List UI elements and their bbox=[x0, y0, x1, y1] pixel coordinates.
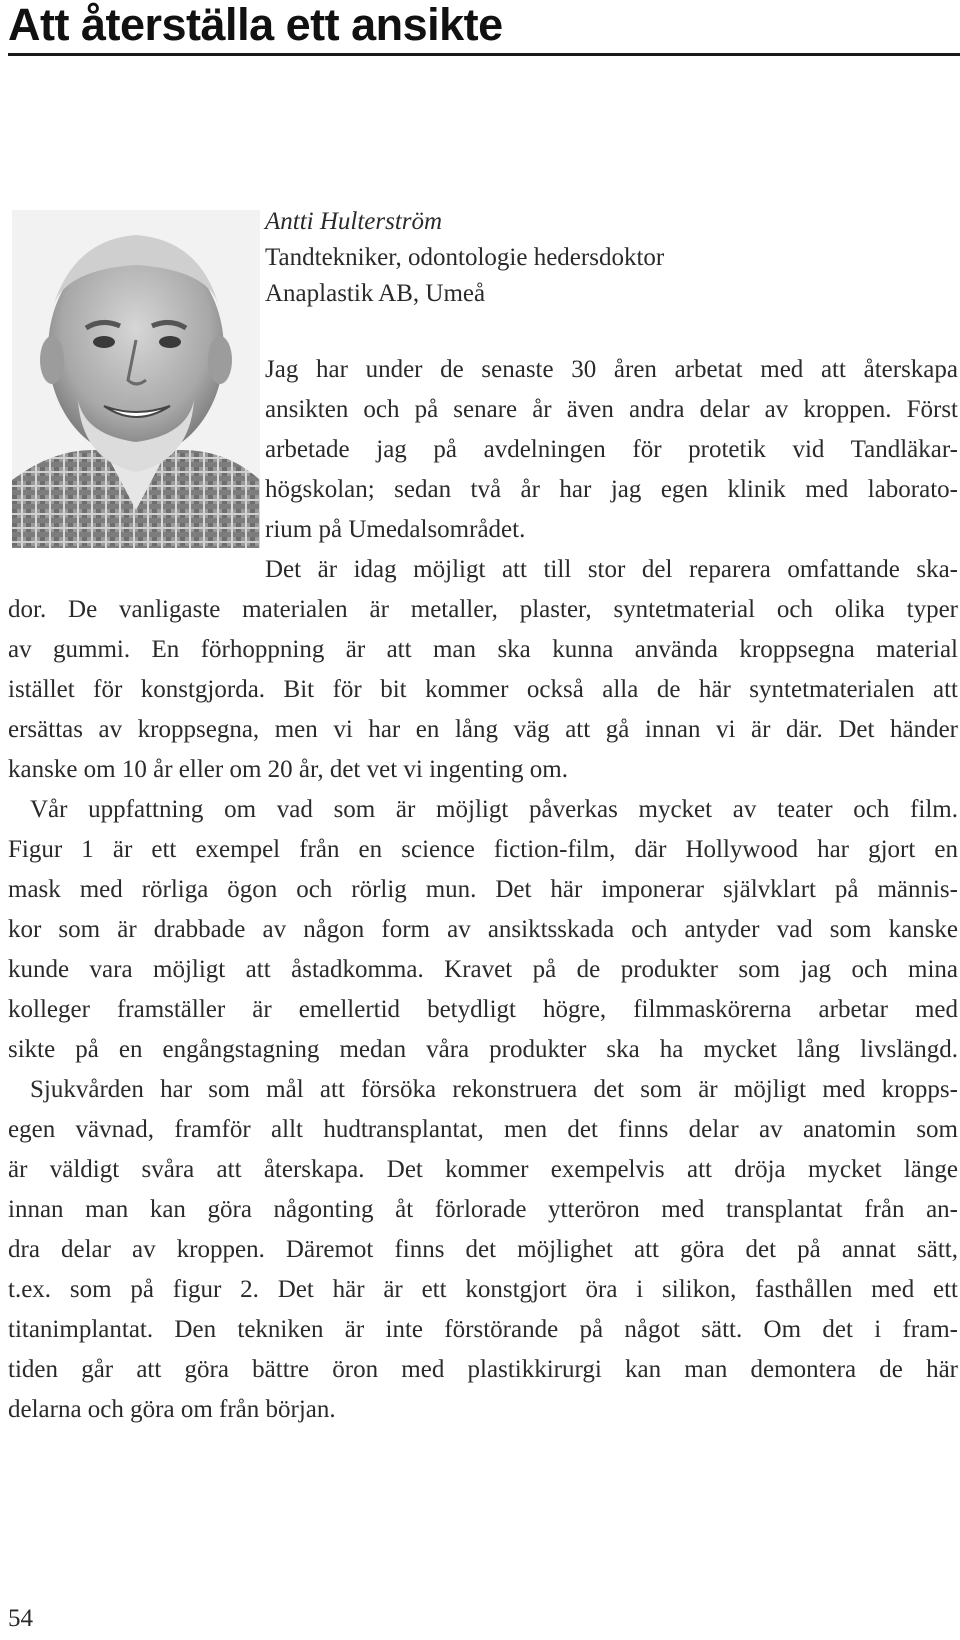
text-line: dra delar av kroppen. Däremot finns det möjlighet att göra det på annat sätt, bbox=[8, 1236, 958, 1263]
text-line: mask med rörliga ögon och rörlig mun. Det här imponerar självklart på männis- bbox=[8, 876, 958, 903]
text-line: egen vävnad, framför allt hudtransplantat, men det finns delar av anatomin som bbox=[8, 1116, 958, 1143]
text-line: Sjukvården har som mål att försöka rekonstruera det som är möjligt med kropps- bbox=[30, 1076, 958, 1103]
text-line: istället för konstgjorda. Bit för bit kommer också alla de här syntetmaterialen att bbox=[8, 676, 958, 703]
text-line: t.ex. som på figur 2. Det här är ett konstgjort öra i silikon, fasthållen med ett bbox=[8, 1276, 958, 1303]
text-line: kolleger framställer är emellertid betydligt högre, filmmaskörerna arbetar med bbox=[8, 996, 958, 1023]
text-line: tiden går att göra bättre öron med plastikkirurgi kan man demontera de här bbox=[8, 1356, 958, 1383]
author-affiliation: Anaplastik AB, Umeå bbox=[265, 280, 486, 307]
intro-wrapped-text bbox=[8, 350, 958, 590]
author-name: Antti Hulterström bbox=[265, 208, 443, 235]
article-body bbox=[8, 350, 958, 1430]
text-line: av gummi. En förhoppning är att man ska kunna använda kroppsegna material bbox=[8, 636, 958, 663]
text-line: ansikten och på senare år även andra delar av kroppen. Först bbox=[265, 396, 958, 423]
text-line: Jag har under de senaste 30 åren arbetat med att återskapa bbox=[265, 356, 958, 383]
text-line: kanske om 10 år eller om 20 år, det vet vi ingenting om. bbox=[8, 756, 568, 783]
author-block bbox=[265, 204, 664, 312]
text-line: högskolan; sedan två år har jag egen klinik med laborato- bbox=[265, 476, 958, 503]
author-title: Tandtekniker, odontologie hedersdoktor bbox=[265, 244, 665, 271]
text-line: kor som är drabbade av någon form av ansiktsskada och antyder vad som kanske bbox=[8, 916, 958, 943]
text-line: delarna och göra om från början. bbox=[8, 1396, 336, 1423]
page-number: 54 bbox=[8, 1605, 33, 1632]
text-line: kunde vara möjligt att åstadkomma. Kravet på de produkter som jag och mina bbox=[8, 956, 958, 983]
page-title: Att återställa ett ansikte bbox=[8, 0, 503, 50]
text-line: Vår uppfattning om vad som är möjligt påverkas mycket av teater och film. bbox=[30, 796, 958, 823]
text-line: innan man kan göra någonting åt förlorade ytteröron med transplantat från an- bbox=[8, 1196, 958, 1223]
title-rule bbox=[8, 53, 960, 56]
text-line: är väldigt svåra att återskapa. Det kommer exempelvis att dröja mycket länge bbox=[8, 1156, 958, 1183]
text-line: ersättas av kroppsegna, men vi har en lång väg att gå innan vi är där. Det händer bbox=[8, 716, 958, 743]
text-line: arbetade jag på avdelningen för protetik vid Tandläkar- bbox=[265, 436, 958, 463]
text-line: Det är idag möjligt att till stor del reparera omfattande ska- bbox=[265, 556, 958, 583]
text-line: sikte på en engångstagning medan våra produkter ska ha mycket lång livslängd. bbox=[8, 1036, 958, 1063]
text-line: rium på Umedalsområdet. bbox=[265, 516, 526, 543]
text-line: dor. De vanligaste materialen är metaller, plaster, syntetmaterial och olika typer bbox=[8, 596, 958, 623]
text-line: Figur 1 är ett exempel från en science fiction-film, där Hollywood har gjort en bbox=[8, 836, 958, 863]
text-line: titanimplantat. Den tekniken är inte förstörande på något sätt. Om det i fram- bbox=[8, 1316, 958, 1343]
